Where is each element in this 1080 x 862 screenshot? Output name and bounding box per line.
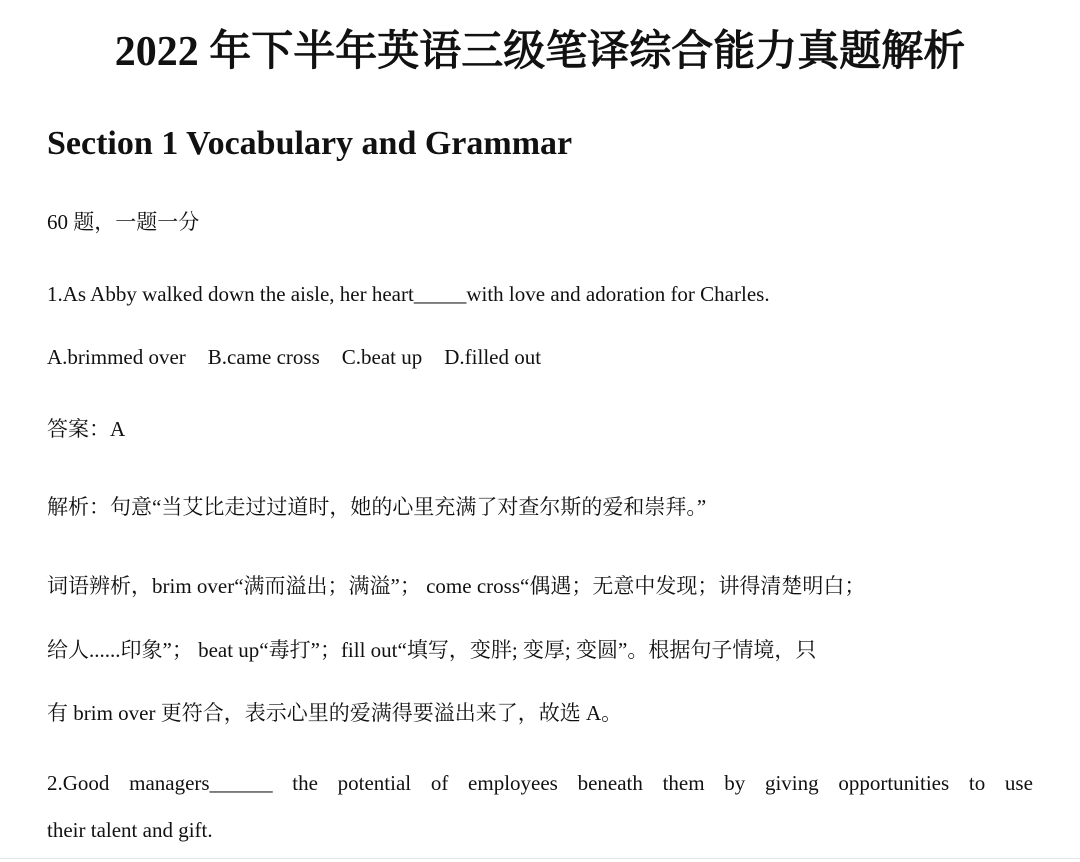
- option-a: A.brimmed over: [47, 345, 186, 369]
- explanation-line-3: 有 brim over 更符合，表示心里的爱满得要溢出来了，故选 A。: [47, 701, 623, 725]
- q2-word: potential: [337, 771, 412, 795]
- question-2-stem-line-1: [47, 768, 1033, 798]
- scoring-note: 60 题，一题一分: [47, 210, 200, 234]
- explanation-line-2: 给人......印象”； beat up“毒打”；fill out“填写，变胖; 变厚; 变圆”。根据句子情境，只: [47, 638, 817, 662]
- q2-word: them: [662, 771, 705, 795]
- question-1-answer: 答案：A: [47, 417, 126, 441]
- q2-word: of: [430, 771, 449, 795]
- q2-word: opportunities: [838, 771, 950, 795]
- option-d: D.filled out: [444, 345, 542, 369]
- q2-word: beneath: [577, 771, 643, 795]
- q2-word: use: [1004, 771, 1033, 795]
- q2-word: to: [968, 771, 986, 795]
- question-1-options: [47, 342, 563, 372]
- q2-word: giving: [764, 771, 819, 795]
- option-c: C.beat up: [341, 345, 423, 369]
- q2-word: the: [292, 771, 318, 795]
- page-divider: [0, 858, 1080, 859]
- q2-word: employees: [468, 771, 558, 795]
- question-1-stem: 1.As Abby walked down the aisle, her heart_____with love and adoration for Charles.: [47, 282, 770, 306]
- option-b: B.came cross: [207, 345, 320, 369]
- explanation-line-1: 词语辨析，brim over“满而溢出；满溢”； come cross“偶遇；无意中发现；讲得清楚明白；: [47, 574, 866, 598]
- question-1-analysis: 解析：句意“当艾比走过过道时，她的心里充满了对查尔斯的爱和崇拜。”: [47, 495, 707, 519]
- q2-word: 2.Good: [47, 771, 110, 795]
- q2-word: by: [724, 771, 746, 795]
- question-2-stem-line-2: their talent and gift.: [47, 818, 213, 842]
- section-heading: Section 1 Vocabulary and Grammar: [47, 125, 573, 162]
- q2-word: managers______: [129, 771, 273, 795]
- document-title: 2022 年下半年英语三级笔译综合能力真题解析: [114, 29, 966, 75]
